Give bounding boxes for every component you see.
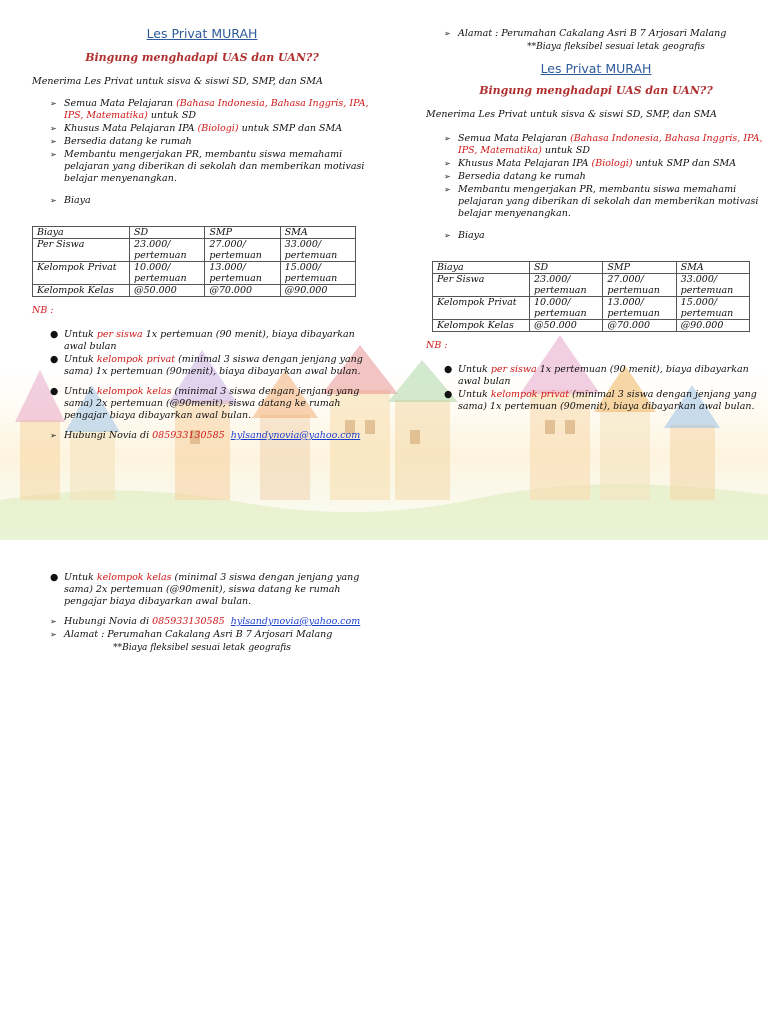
list-item: ➢ Biaya [444, 230, 485, 241]
email-link[interactable]: hylsandynovia@yahoo.com [230, 616, 361, 627]
list-item: ➢ Bersedia datang ke rumah [50, 136, 192, 147]
nb-label: NB : [426, 340, 448, 351]
list-item: ● Untuk kelompok privat (minimal 3 siswa dengan jenjang yang sama) 1x pertemuan (90menit), biaya dibayarkan awal bulan. [444, 389, 757, 412]
list-item: ➢ Semua Mata Pelajaran (Bahasa Indonesia, Bahasa Inggris, IPA, IPS, Matematika) untuk SD [50, 98, 369, 121]
list-item: ➢ Membantu mengerjakan PR, membantu siswa memahami pelajaran yang diberikan di sekolah dan memberikan motivasi belajar menyenangkan. [444, 184, 759, 219]
list-item: ● Untuk kelompok privat (minimal 3 siswa dengan jenjang yang sama) 1x pertemuan (90menit), biaya dibayarkan awal bulan. [50, 354, 363, 377]
list-item: ➢ Bersedia datang ke rumah [444, 171, 586, 182]
flex-note: **Biaya fleksibel sesuai letak geografis [113, 643, 291, 653]
dot-bullet-icon: ● [50, 329, 59, 340]
arrow-bullet-icon: ➢ [444, 231, 451, 240]
list-item: ● Untuk kelompok kelas (minimal 3 siswa dengan jenjang yang sama) 2x pertemuan (@90menit), siswa datang ke rumah pengajar biaya dibayarkan awal bulan. [50, 386, 360, 421]
fee-table [432, 261, 750, 332]
notes-list [32, 329, 372, 422]
intro-text: Menerima Les Privat untuk sisva & siswi SD, SMP, dan SMA [32, 76, 323, 87]
arrow-bullet-icon: ➢ [50, 630, 57, 639]
notes-list [32, 572, 372, 608]
arrow-bullet-icon: ➢ [50, 617, 57, 626]
dot-bullet-icon: ● [444, 389, 453, 400]
arrow-bullet-icon: ➢ [444, 172, 451, 181]
arrow-bullet-icon: ➢ [444, 159, 451, 168]
list-item: ➢ Membantu mengerjakan PR, membantu siswa memahami pelajaran yang diberikan di sekolah dan memberikan motivasi belajar menyenangkan. [50, 149, 365, 184]
email-link[interactable]: hylsandynovia@yahoo.com [230, 430, 361, 441]
service-list [426, 133, 766, 242]
list-item: ➢ Khusus Mata Pelajaran IPA (Biologi) untuk SMP dan SMA [444, 158, 737, 169]
table-row: Biaya SD SMP SMA [33, 227, 356, 239]
flyer-subtitle: Bingung menghadapi UAS dan UAN?? [85, 51, 319, 64]
list-item: ➢ Biaya [50, 195, 91, 206]
list-item: ● Untuk per siswa 1x pertemuan (90 menit), biaya dibayarkan awal bulan [444, 364, 749, 387]
table-row: Kelompok Privat 10.000/ pertemuan 13.000/ pertemuan 15.000/ pertemuan [33, 262, 356, 285]
phone-number: 085933130585 [152, 430, 225, 441]
flyer-subtitle: Bingung menghadapi UAS dan UAN?? [479, 84, 713, 97]
arrow-bullet-icon: ➢ [50, 150, 57, 159]
contact-list [32, 616, 372, 641]
phone-number: 085933130585 [152, 616, 225, 627]
list-item: ➢ Semua Mata Pelajaran (Bahasa Indonesia, Bahasa Inggris, IPA, IPS, Matematika) untuk SD [444, 133, 763, 156]
arrow-bullet-icon: ➢ [444, 29, 451, 38]
contact-item: ➢ Hubungi Novia di 085933130585 hylsandynovia@yahoo.com [50, 430, 361, 441]
arrow-bullet-icon: ➢ [50, 137, 57, 146]
arrow-bullet-icon: ➢ [50, 431, 57, 440]
table-row: Kelompok Kelas @50.000 @70.000 @90.000 [33, 285, 356, 297]
arrow-bullet-icon: ➢ [50, 124, 57, 133]
dot-bullet-icon: ● [444, 364, 453, 375]
address-list [426, 28, 766, 40]
contact-item: ➢ Hubungi Novia di 085933130585 hylsandynovia@yahoo.com [50, 616, 361, 627]
list-item: ● Untuk per siswa 1x pertemuan (90 menit), biaya dibayarkan awal bulan [50, 329, 355, 352]
table-row: Kelompok Privat 10.000/ pertemuan 13.000/ pertemuan 15.000/ pertemuan [433, 297, 750, 320]
notes-list [426, 364, 766, 413]
flyer-title: Les Privat MURAH [540, 61, 652, 76]
arrow-bullet-icon: ➢ [444, 185, 451, 194]
table-row: Per Siswa 23.000/ pertemuan 27.000/ pertemuan 33.000/ pertemuan [33, 239, 356, 262]
nb-label: NB : [32, 305, 54, 316]
intro-text: Menerima Les Privat untuk sisva & siswi SD, SMP, dan SMA [426, 109, 717, 120]
table-row: Biaya SD SMP SMA [433, 262, 750, 274]
table-row: Per Siswa 23.000/ pertemuan 27.000/ pertemuan 33.000/ pertemuan [433, 274, 750, 297]
address-item: ➢ Alamat : Perumahan Cakalang Asri B 7 Arjosari Malang [50, 629, 333, 640]
arrow-bullet-icon: ➢ [444, 134, 451, 143]
list-item: ● Untuk kelompok kelas (minimal 3 siswa dengan jenjang yang sama) 2x pertemuan (@90menit), siswa datang ke rumah pengajar biaya dibayarkan awal bulan. [50, 572, 360, 607]
right-flyer [426, 28, 766, 421]
arrow-bullet-icon: ➢ [50, 99, 57, 108]
left-flyer [32, 28, 372, 443]
flex-note: **Biaya fleksibel sesuai letak geografis [527, 42, 705, 52]
address-item: ➢ Alamat : Perumahan Cakalang Asri B 7 Arjosari Malang [444, 28, 727, 39]
fee-table [32, 226, 356, 297]
dot-bullet-icon: ● [50, 386, 59, 397]
dot-bullet-icon: ● [50, 354, 59, 365]
list-item: ➢ Khusus Mata Pelajaran IPA (Biologi) untuk SMP dan SMA [50, 123, 343, 134]
arrow-bullet-icon: ➢ [50, 196, 57, 205]
contact-list [32, 430, 372, 442]
dot-bullet-icon: ● [50, 572, 59, 583]
flyer-title: Les Privat MURAH [146, 26, 258, 41]
lower-continuation [32, 572, 372, 654]
table-row: Kelompok Kelas @50.000 @70.000 @90.000 [433, 320, 750, 332]
service-list [32, 98, 372, 207]
